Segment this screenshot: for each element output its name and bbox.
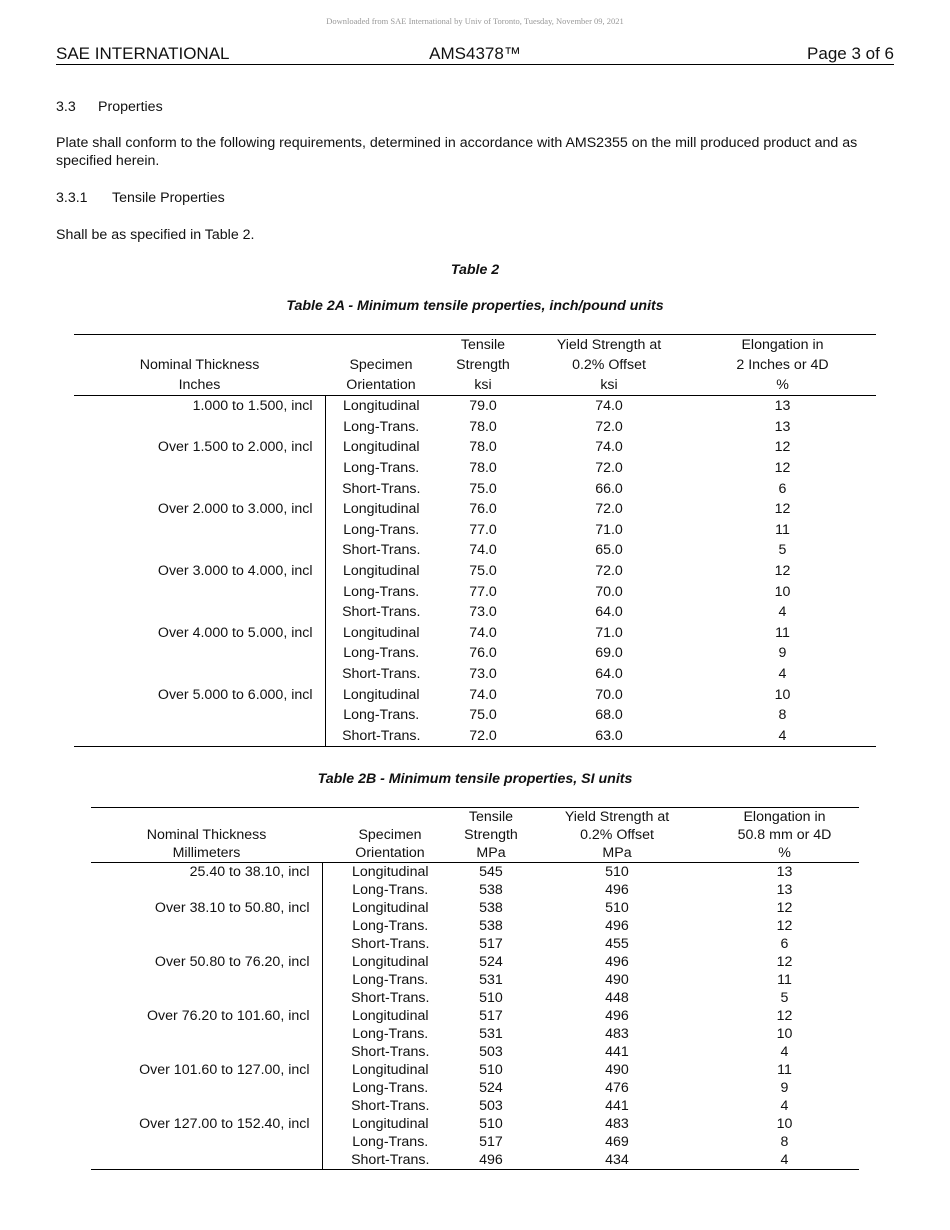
cell-elongation: 4 (710, 1151, 859, 1170)
cell-tensile: 78.0 (469, 418, 497, 435)
spec-reference-text: Shall be as specified in Table 2. (56, 227, 255, 243)
cell-yield: 68.0 (595, 707, 623, 724)
cell-orientation: Longitudinal (322, 1115, 458, 1133)
cell-yield: 434 (524, 1151, 710, 1170)
cell-tensile: 78.0 (469, 439, 497, 456)
cell-orientation: Longitudinal (325, 684, 437, 705)
cell-tensile: 72.0 (437, 726, 529, 747)
table-row (91, 917, 859, 935)
header-row (91, 826, 859, 844)
cell-elongation: 8 (778, 707, 787, 724)
cell-orientation: Longitudinal (325, 437, 437, 458)
cell-thickness (74, 602, 325, 623)
table-row (74, 478, 876, 499)
table-row (74, 437, 876, 458)
cell-yield: 70.0 (595, 686, 623, 703)
cell-orientation: Short-Trans. (322, 1043, 458, 1061)
cell-orientation: Long-Trans. (325, 417, 437, 438)
cell-thickness: Over 76.20 to 101.60, incl (147, 1008, 310, 1024)
table-row (91, 881, 859, 899)
cell-orientation: Long-Trans. (322, 881, 458, 899)
table-row (74, 643, 876, 664)
cell-thickness: Over 3.000 to 4.000, incl (157, 563, 313, 580)
cell-thickness (91, 1097, 322, 1115)
table-row (74, 726, 876, 747)
cell-thickness: 1.000 to 1.500, incl (192, 398, 313, 415)
cell-thickness (91, 935, 322, 953)
cell-elongation: 5 (780, 990, 789, 1006)
column-header-tensile: MPa (458, 844, 524, 863)
cell-yield: 70.0 (595, 583, 623, 600)
table-row (91, 989, 859, 1007)
cell-thickness (91, 1043, 322, 1061)
cell-thickness (74, 643, 325, 664)
column-header-tensile: Tensile (458, 808, 524, 827)
cell-tensile: 74.0 (469, 686, 497, 703)
cell-yield: 510 (605, 900, 629, 916)
cell-orientation: Short-Trans. (322, 989, 458, 1007)
cell-elongation: 12 (776, 1008, 793, 1024)
section-number: 3.3 (56, 99, 76, 115)
table-2b-caption: Table 2B - Minimum tensile properties, SI units (317, 771, 633, 787)
column-header-elongation: Elongation in (710, 808, 859, 827)
table-row (74, 396, 876, 417)
cell-thickness (74, 417, 325, 438)
table-row (74, 664, 876, 685)
cell-elongation: 12 (776, 918, 793, 934)
cell-elongation: 6 (778, 480, 787, 497)
table-2a-caption: Table 2A - Minimum tensile properties, inch/pound units (286, 298, 664, 314)
cell-yield: 469 (605, 1134, 629, 1150)
column-header-elongation: % (710, 844, 859, 863)
cell-yield: 74.0 (595, 398, 623, 415)
cell-thickness (91, 1025, 322, 1043)
cell-thickness (74, 520, 325, 541)
cell-thickness: Over 101.60 to 127.00, incl (139, 1062, 310, 1078)
cell-elongation: 12 (776, 900, 793, 916)
cell-elongation: 12 (776, 954, 793, 970)
column-header-orientation: Specimen (349, 357, 413, 373)
cell-thickness: Over 38.10 to 50.80, incl (154, 900, 310, 916)
cell-yield: 64.0 (595, 666, 623, 683)
cell-elongation: 9 (778, 645, 787, 662)
column-header-thickness: Inches (74, 375, 325, 396)
table-row (91, 971, 859, 989)
cell-orientation: Longitudinal (322, 899, 458, 917)
cell-elongation: 13 (774, 398, 791, 415)
table-row (91, 1061, 859, 1079)
cell-yield: 496 (605, 882, 629, 898)
cell-yield: 496 (605, 954, 629, 970)
table-row (74, 561, 876, 582)
cell-yield: 441 (605, 1098, 629, 1114)
table-row (74, 520, 876, 541)
cell-yield: 496 (605, 1008, 629, 1024)
cell-elongation: 11 (777, 972, 792, 988)
column-header-thickness: Nominal Thickness (139, 357, 260, 373)
cell-yield: 69.0 (595, 645, 623, 662)
cell-orientation: Long-Trans. (325, 458, 437, 479)
cell-tensile: 538 (479, 900, 503, 916)
cell-yield: 71.0 (595, 624, 623, 641)
cell-thickness: Over 2.000 to 3.000, incl (157, 501, 313, 518)
cell-orientation: Longitudinal (322, 953, 458, 971)
cell-orientation: Short-Trans. (322, 935, 458, 953)
cell-elongation: 11 (777, 1062, 792, 1078)
header-row (74, 375, 876, 396)
cell-yield: 455 (605, 936, 629, 952)
cell-thickness (91, 881, 322, 899)
cell-thickness (74, 726, 325, 747)
cell-yield: 483 (605, 1026, 629, 1042)
cell-yield: 448 (605, 990, 629, 1006)
header-row (74, 335, 876, 356)
cell-yield: 65.0 (595, 542, 623, 559)
header-row (74, 355, 876, 375)
table-row (74, 623, 876, 644)
cell-orientation: Long-Trans. (322, 1025, 458, 1043)
column-header-elongation: 50.8 mm or 4D (737, 827, 832, 843)
cell-orientation: Longitudinal (325, 623, 437, 644)
cell-tensile: 503 (479, 1044, 503, 1060)
cell-orientation: Short-Trans. (322, 1151, 458, 1170)
cell-orientation: Long-Trans. (325, 643, 437, 664)
cell-tensile: 538 (479, 882, 503, 898)
table-row (91, 863, 859, 882)
section-heading-3-3-1 (56, 189, 894, 207)
cell-elongation: 10 (776, 1026, 793, 1042)
table-row (74, 499, 876, 520)
cell-tensile: 524 (479, 1080, 503, 1096)
cell-tensile: 531 (479, 1026, 503, 1042)
cell-thickness: Over 1.500 to 2.000, incl (157, 439, 313, 456)
column-header-orientation: Specimen (358, 827, 422, 843)
cell-thickness (91, 1151, 322, 1170)
cell-orientation: Longitudinal (325, 561, 437, 582)
column-header-tensile: Tensile (437, 335, 529, 356)
cell-orientation: Longitudinal (322, 1061, 458, 1079)
cell-elongation: 12 (774, 501, 791, 518)
cell-tensile: 545 (479, 864, 503, 880)
column-header-elongation: 2 Inches or 4D (736, 357, 829, 373)
cell-orientation: Long-Trans. (325, 520, 437, 541)
cell-thickness (74, 458, 325, 479)
cell-elongation: 11 (775, 521, 790, 538)
cell-orientation: Short-Trans. (325, 602, 437, 623)
cell-yield: 71.0 (595, 521, 623, 538)
table-row (91, 1097, 859, 1115)
column-header-yield: ksi (529, 375, 689, 396)
cell-orientation: Longitudinal (325, 396, 437, 417)
header-row (91, 844, 859, 863)
cell-elongation: 10 (774, 583, 791, 600)
cell-orientation: Long-Trans. (322, 1133, 458, 1151)
cell-tensile: 73.0 (469, 604, 497, 621)
cell-tensile: 510 (479, 990, 503, 1006)
cell-thickness (91, 989, 322, 1007)
column-header-yield: MPa (524, 844, 710, 863)
column-header-thickness (74, 335, 325, 356)
cell-thickness: Over 127.00 to 152.40, incl (139, 1116, 310, 1132)
section-title: Tensile Properties (112, 190, 225, 206)
page-number: Page 3 of 6 (807, 44, 894, 63)
column-header-tensile: ksi (437, 375, 529, 396)
cell-tensile: 73.0 (469, 666, 497, 683)
column-header-orientation: Orientation (322, 844, 458, 863)
cell-elongation: 4 (778, 666, 787, 683)
cell-thickness (91, 971, 322, 989)
cell-tensile: 74.0 (469, 624, 497, 641)
cell-elongation: 10 (776, 1116, 793, 1132)
cell-yield: 72.0 (595, 418, 623, 435)
cell-thickness (91, 1079, 322, 1097)
cell-elongation: 8 (780, 1134, 789, 1150)
column-header-yield: Yield Strength at (524, 808, 710, 827)
cell-yield: 72.0 (595, 460, 623, 477)
cell-orientation: Longitudinal (322, 863, 458, 882)
section-title: Properties (98, 99, 163, 115)
column-header-yield: 0.2% Offset (572, 357, 646, 373)
column-header-elongation: Elongation in (689, 335, 876, 356)
cell-tensile: 76.0 (469, 645, 497, 662)
cell-yield: 66.0 (595, 480, 623, 497)
cell-elongation: 4 (778, 604, 787, 621)
cell-tensile: 510 (479, 1062, 503, 1078)
cell-yield: 510 (605, 864, 629, 880)
table-row (74, 458, 876, 479)
cell-orientation: Longitudinal (325, 499, 437, 520)
column-header-orientation: Orientation (325, 375, 437, 396)
cell-tensile: 531 (479, 972, 503, 988)
column-header-orientation (322, 808, 458, 827)
cell-yield: 496 (605, 918, 629, 934)
cell-tensile: 79.0 (469, 398, 497, 415)
column-header-thickness (91, 808, 322, 827)
cell-elongation: 4 (689, 726, 876, 747)
publisher-name: SAE INTERNATIONAL (56, 44, 230, 63)
column-header-tensile: Strength (464, 827, 518, 843)
cell-yield: 490 (605, 972, 629, 988)
cell-tensile: 517 (479, 936, 503, 952)
cell-tensile: 76.0 (469, 501, 497, 518)
cell-tensile: 524 (479, 954, 503, 970)
cell-thickness (74, 664, 325, 685)
cell-orientation: Long-Trans. (325, 705, 437, 726)
table-row (91, 935, 859, 953)
cell-yield: 64.0 (595, 604, 623, 621)
column-header-thickness: Nominal Thickness (146, 827, 267, 843)
table-row (91, 953, 859, 971)
cell-thickness: 25.40 to 38.10, incl (189, 864, 310, 880)
table-2b (91, 807, 859, 1170)
cell-yield: 483 (605, 1116, 629, 1132)
cell-elongation: 6 (780, 936, 789, 952)
cell-elongation: 13 (774, 418, 791, 435)
cell-yield: 72.0 (595, 501, 623, 518)
cell-yield: 63.0 (529, 726, 689, 747)
cell-orientation: Short-Trans. (325, 540, 437, 561)
column-header-yield: Yield Strength at (529, 335, 689, 356)
cell-thickness: Over 50.80 to 76.20, incl (154, 954, 310, 970)
cell-tensile: 74.0 (469, 542, 497, 559)
cell-orientation: Short-Trans. (325, 726, 437, 747)
table-row (74, 581, 876, 602)
cell-yield: 490 (605, 1062, 629, 1078)
cell-tensile: 503 (479, 1098, 503, 1114)
document-number: AMS4378™ (429, 44, 521, 63)
cell-elongation: 13 (776, 882, 793, 898)
cell-thickness (91, 917, 322, 935)
cell-tensile: 517 (479, 1008, 503, 1024)
cell-orientation: Longitudinal (322, 1007, 458, 1025)
cell-elongation: 5 (778, 542, 787, 559)
cell-elongation: 4 (780, 1044, 789, 1060)
table-row (91, 1115, 859, 1133)
table-row (74, 684, 876, 705)
download-watermark: Downloaded from SAE International by Univ of Toronto, Tuesday, November 09, 2021 (326, 16, 624, 26)
cell-tensile: 75.0 (469, 480, 497, 497)
cell-orientation: Short-Trans. (322, 1097, 458, 1115)
table-row (91, 1007, 859, 1025)
table-row (74, 540, 876, 561)
cell-yield: 72.0 (595, 563, 623, 580)
cell-tensile: 538 (479, 918, 503, 934)
cell-tensile: 78.0 (469, 460, 497, 477)
table-2-title: Table 2 (450, 262, 500, 278)
cell-elongation: 12 (774, 439, 791, 456)
table-row (91, 1151, 859, 1170)
table-row (74, 705, 876, 726)
cell-elongation: 13 (776, 864, 793, 880)
cell-thickness (74, 540, 325, 561)
cell-thickness (91, 1133, 322, 1151)
table-row (74, 417, 876, 438)
table-2a (74, 334, 876, 747)
page-header (56, 44, 894, 65)
table-row (91, 899, 859, 917)
cell-elongation: 9 (780, 1080, 789, 1096)
cell-thickness: Over 5.000 to 6.000, incl (157, 686, 313, 703)
section-heading-3-3 (56, 98, 894, 116)
table-row (74, 602, 876, 623)
cell-thickness (74, 705, 325, 726)
cell-tensile: 75.0 (469, 707, 497, 724)
cell-thickness: Over 4.000 to 5.000, incl (157, 624, 313, 641)
cell-tensile: 77.0 (469, 521, 497, 538)
cell-elongation: 12 (774, 563, 791, 580)
column-header-yield: 0.2% Offset (580, 827, 654, 843)
section-number: 3.3.1 (56, 190, 88, 206)
column-header-tensile: Strength (456, 357, 510, 373)
cell-elongation: 10 (774, 686, 791, 703)
cell-thickness (74, 581, 325, 602)
header-row (91, 808, 859, 827)
cell-orientation: Long-Trans. (322, 1079, 458, 1097)
cell-tensile: 510 (479, 1116, 503, 1132)
table-row (91, 1025, 859, 1043)
table-row (91, 1133, 859, 1151)
cell-tensile: 77.0 (469, 583, 497, 600)
cell-tensile: 75.0 (469, 563, 497, 580)
cell-orientation: Long-Trans. (322, 917, 458, 935)
column-header-thickness: Millimeters (91, 844, 322, 863)
cell-orientation: Long-Trans. (325, 581, 437, 602)
table-row (91, 1043, 859, 1061)
cell-tensile: 517 (479, 1134, 503, 1150)
cell-tensile: 496 (458, 1151, 524, 1170)
column-header-orientation (325, 335, 437, 356)
cell-orientation: Long-Trans. (322, 971, 458, 989)
cell-orientation: Short-Trans. (325, 478, 437, 499)
cell-yield: 476 (605, 1080, 629, 1096)
column-header-elongation: % (689, 375, 876, 396)
cell-elongation: 12 (774, 460, 791, 477)
table-row (91, 1079, 859, 1097)
cell-elongation: 11 (775, 624, 790, 641)
cell-yield: 74.0 (595, 439, 623, 456)
cell-elongation: 4 (780, 1098, 789, 1114)
cell-orientation: Short-Trans. (325, 664, 437, 685)
cell-yield: 441 (605, 1044, 629, 1060)
body-paragraph: Plate shall conform to the following requirements, determined in accordance with AMS2355 on the mill produced product and as specified herein. (56, 135, 858, 169)
cell-thickness (74, 478, 325, 499)
